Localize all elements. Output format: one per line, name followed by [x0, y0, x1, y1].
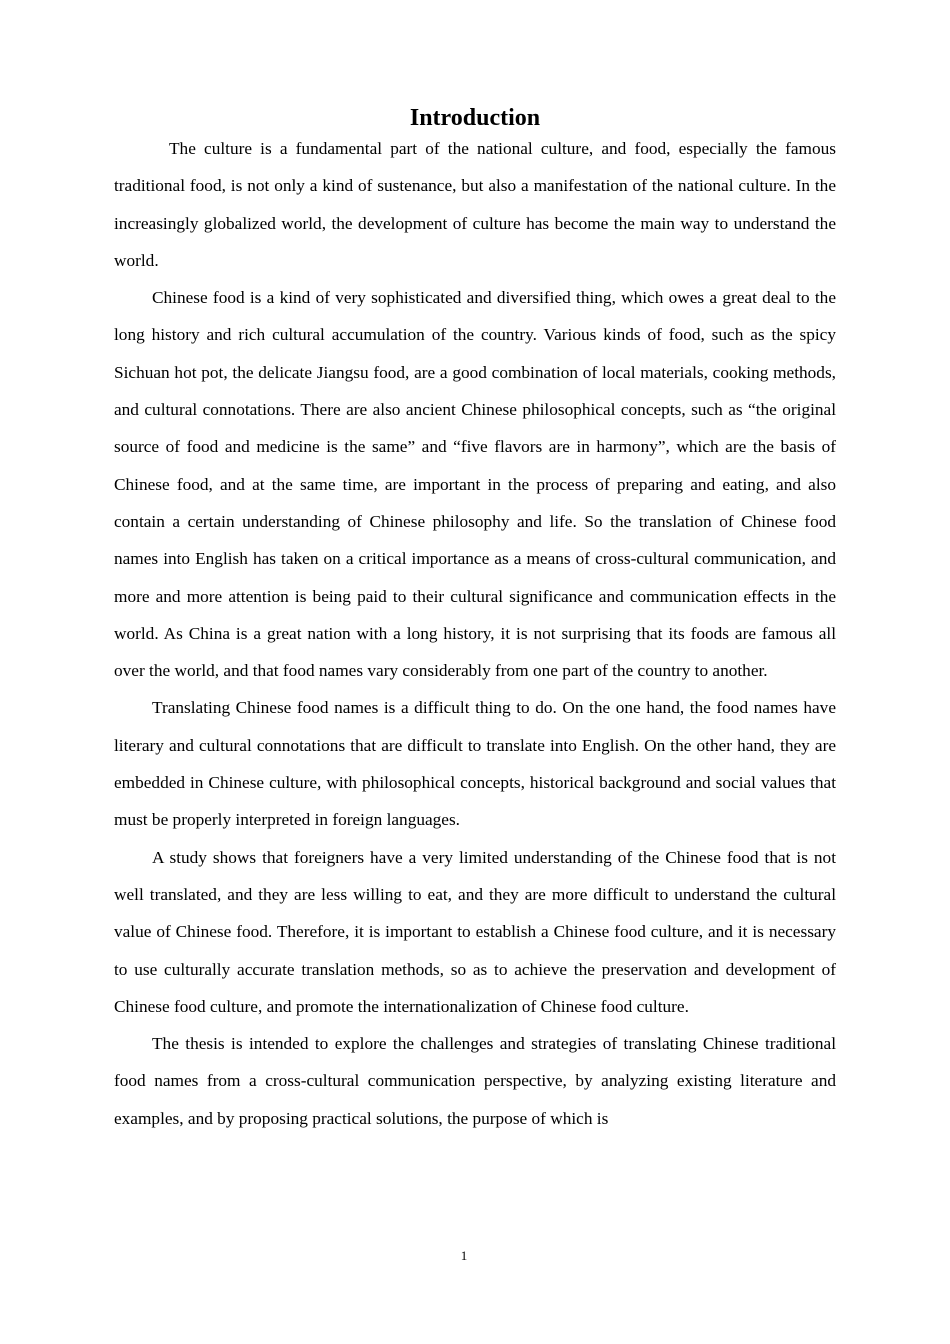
- body-text: [114, 130, 836, 1137]
- paragraph-5: The thesis is intended to explore the challenges and strategies of translating Chinese traditional food names from a cross-cultural communication perspective, by analyzing existing literature and examples, and by proposing practical solutions, the purpose of which is: [114, 1034, 836, 1128]
- page-number: 1: [460, 1248, 468, 1263]
- paragraph-3: Translating Chinese food names is a difficult thing to do. On the one hand, the food names have literary and cultural connotations that are difficult to translate into English. On the other hand, they are embedded in Chinese culture, with philosophical concepts, historical background and social values that must be properly interpreted in foreign languages.: [114, 698, 836, 830]
- section-title: Introduction: [409, 105, 541, 131]
- paragraph-4: A study shows that foreigners have a very limited understanding of the Chinese food that is not well translated, and they are less willing to eat, and they are more difficult to understand the cultural value of Chinese food. Therefore, it is important to establish a Chinese food culture, and it is necessary to use culturally accurate translation methods, so as to achieve the preservation and development of Chinese food culture, and promote the internationalization of Chinese food culture.: [114, 847, 836, 1016]
- paragraph-1: The culture is a fundamental part of the national culture, and food, especially the famous traditional food, is not only a kind of sustenance, but also a manifestation of the national culture. In the increasingly globalized world, the development of culture has become the main way to understand the world.: [114, 139, 836, 270]
- paragraph-2: Chinese food is a kind of very sophisticated and diversified thing, which owes a great deal to the long history and rich cultural accumulation of the country. Various kinds of food, such as the spicy Sichuan hot pot, the delicate Jiangsu food, are a good combination of local materials, cooking methods, and cultural connotations. There are also ancient Chinese philosophical concepts, such as “the original source of food and medicine is the same” and “five flavors are in harmony”, which are the basis of Chinese food, and at the same time, are important in the process of preparing and eating, and also contain a certain understanding of Chinese philosophy and life. So the translation of Chinese food names into English has taken on a critical importance as a means of cross-cultural communication, and more and more attention is being paid to their cultural significance and communication effects in the world. As China is a great nation with a long history, it is not surprising that its foods are famous all over the world, and that food names vary considerably from one part of the country to another.: [114, 288, 836, 681]
